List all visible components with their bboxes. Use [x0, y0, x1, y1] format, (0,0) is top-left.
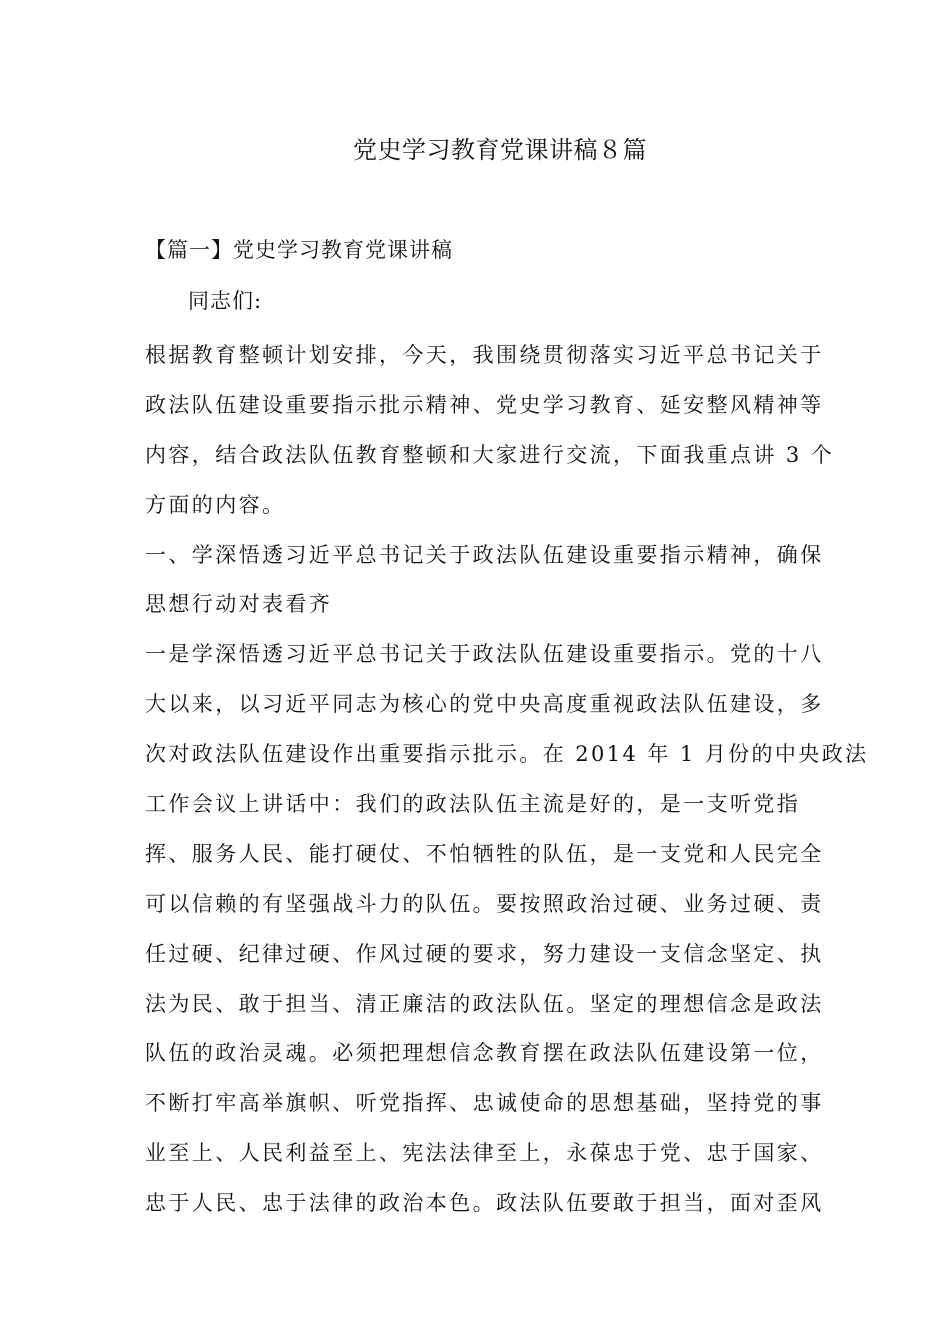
text-line: 大以来，以习近平同志为核心的党中央高度重视政法队伍建设，多: [145, 692, 824, 717]
text-line: 思想行动对表看齐: [145, 592, 333, 617]
text-line: 可以信赖的有坚强战斗力的队伍。要按照政治过硬、业务过硬、责: [145, 891, 824, 916]
text-line: 一是学深悟透习近平总书记关于政法队伍建设重要指示。党的十八: [145, 642, 824, 667]
text-line: 内容，结合政法队伍教育整顿和大家进行交流，下面我重点讲 3 个: [145, 442, 835, 467]
document-title: 党史学习教育党课讲稿８篇: [353, 136, 647, 164]
text-line: 队伍的政治灵魂。必须把理想信念教育摆在政法队伍建设第一位，: [145, 1041, 824, 1066]
section-heading: 【篇一】党史学习教育党课讲稿: [145, 238, 453, 262]
text-line: 根据教育整顿计划安排，今天，我围绕贯彻落实习近平总书记关于: [145, 343, 824, 367]
text-line: 一、学深悟透习近平总书记关于政法队伍建设重要指示精神，确保: [145, 542, 824, 567]
salutation: 同志们:: [188, 289, 263, 313]
text-line: 法为民、敢于担当、清正廉洁的政法队伍。坚定的理想信念是政法: [145, 991, 824, 1016]
text-line: 忠于人民、忠于法律的政治本色。政法队伍要敢于担当，面对歪风: [145, 1191, 824, 1216]
text-line: 方面的内容。: [145, 492, 286, 517]
text-line: 挥、服务人民、能打硬仗、不怕牺牲的队伍，是一支党和人民完全: [145, 841, 824, 866]
text-line: 不断打牢高举旗帜、听党指挥、忠诚使命的思想基础，坚持党的事: [145, 1091, 824, 1116]
text-line: 工作会议上讲话中：我们的政法队伍主流是好的，是一支听党指: [145, 792, 801, 817]
text-line: 业至上、人民利益至上、宪法法律至上，永葆忠于党、忠于国家、: [145, 1141, 824, 1166]
text-line: 次对政法队伍建设作出重要指示批示。在 2014 年 1 月份的中央政法: [145, 742, 869, 767]
text-line: 政法队伍建设重要指示批示精神、党史学习教育、延安整风精神等: [145, 392, 824, 417]
body-text: [145, 331, 869, 1229]
text-line: 任过硬、纪律过硬、作风过硬的要求，努力建设一支信念坚定、执: [145, 941, 824, 966]
